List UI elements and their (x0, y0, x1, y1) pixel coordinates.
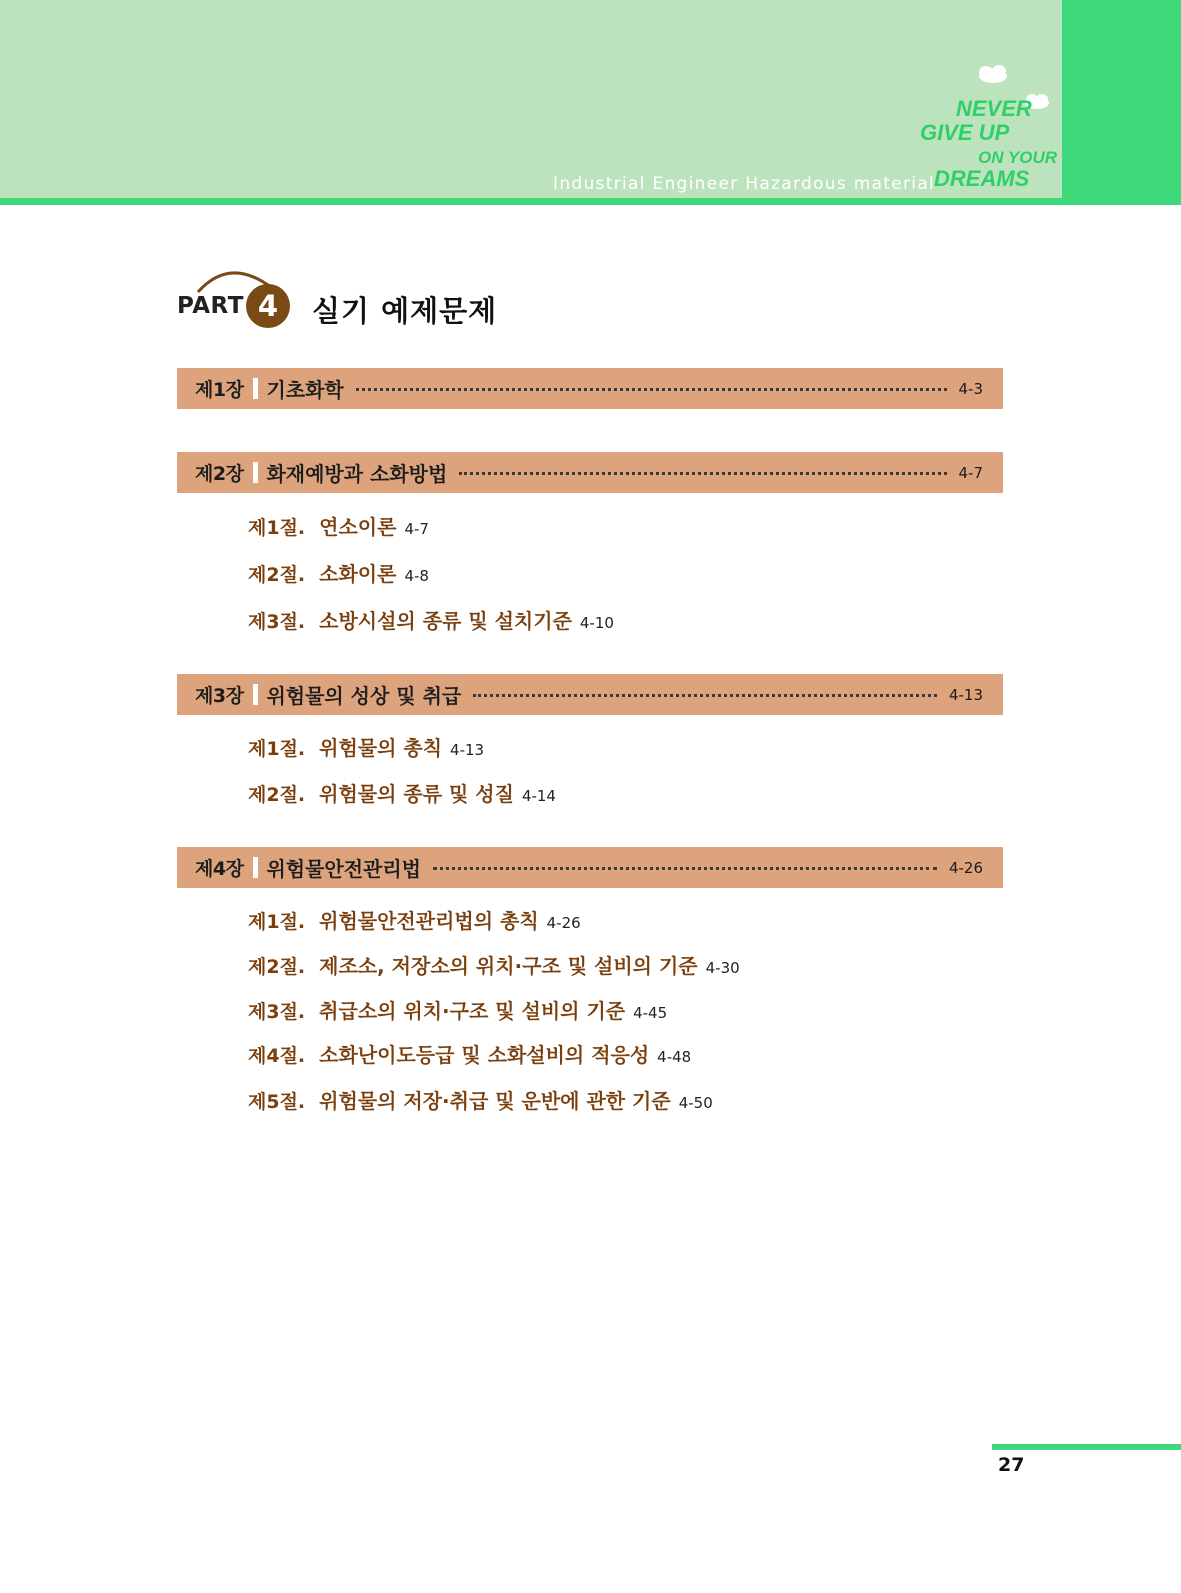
toc-section[interactable] (248, 995, 667, 1027)
section-page: 4-8 (404, 567, 429, 585)
chapter-page: 4-7 (958, 463, 983, 482)
toc-section[interactable] (248, 605, 614, 637)
toc-chapter[interactable] (177, 847, 1003, 888)
toc-section[interactable] (248, 732, 484, 764)
section-number: 제3절. (248, 611, 306, 633)
toc-chapter[interactable] (177, 452, 1003, 493)
dot-leader (356, 388, 947, 391)
part-title: 실기 예제문제 (312, 294, 498, 328)
section-page: 4-30 (705, 959, 740, 977)
part-label: PART (177, 293, 244, 319)
section-title: 위험물의 총칙 (319, 736, 443, 760)
section-title: 제조소, 저장소의 위치·구조 및 설비의 기준 (319, 954, 698, 978)
section-page: 4-14 (521, 787, 556, 805)
chapter-separator (253, 462, 258, 483)
section-title: 소방시설의 종류 및 설치기준 (319, 609, 572, 633)
section-number: 제1절. (248, 738, 306, 760)
section-page: 4-48 (657, 1048, 692, 1066)
chapter-title: 위험물안전관리법 (266, 857, 421, 881)
section-title: 위험물안전관리법의 총칙 (319, 909, 539, 933)
section-number: 제4절. (248, 1045, 306, 1067)
section-number: 제3절. (248, 1001, 306, 1023)
section-number: 제1절. (248, 517, 306, 539)
section-number: 제2절. (248, 784, 306, 806)
chapter-number: 제2장 (195, 463, 244, 485)
slogan-word: ON YOUR (978, 148, 1058, 167)
section-page: 4-50 (678, 1094, 713, 1112)
cloud-icon (979, 65, 1007, 83)
header-subtitle: Industrial Engineer Hazardous material (553, 174, 936, 194)
chapter-separator (253, 378, 258, 399)
slogan-word: NEVER (956, 96, 1032, 121)
section-number: 제2절. (248, 564, 306, 586)
toc-section[interactable] (248, 511, 429, 543)
chapter-separator (253, 684, 258, 705)
section-title: 위험물의 종류 및 성질 (319, 782, 514, 806)
part-number-badge: 4 (246, 284, 290, 328)
header-accent-block (1062, 0, 1181, 205)
chapter-number: 제4장 (195, 858, 244, 880)
section-page: 4-26 (546, 914, 581, 932)
section-title: 소화이론 (319, 562, 397, 586)
chapter-title: 화재예방과 소화방법 (266, 462, 448, 486)
footer-divider (992, 1444, 1181, 1450)
toc-chapter[interactable] (177, 368, 1003, 409)
section-title: 연소이론 (319, 515, 397, 539)
section-title: 위험물의 저장·취급 및 운반에 관한 기준 (319, 1089, 671, 1113)
toc-section[interactable] (248, 778, 556, 810)
toc-chapter[interactable] (177, 674, 1003, 715)
section-title: 소화난이도등급 및 소화설비의 적응성 (319, 1043, 650, 1067)
toc-section[interactable] (248, 558, 429, 590)
header-band (0, 0, 1062, 198)
section-page: 4-10 (579, 614, 614, 632)
chapter-number: 제1장 (195, 379, 244, 401)
part-heading (176, 266, 576, 336)
chapter-page: 4-26 (948, 858, 983, 877)
chapter-page: 4-3 (958, 379, 983, 398)
toc-section[interactable] (248, 950, 740, 982)
slogan-word: GIVE UP (920, 120, 1010, 145)
toc-section[interactable] (248, 1039, 691, 1071)
section-title: 취급소의 위치·구조 및 설비의 기준 (319, 999, 626, 1023)
chapter-title: 기초화학 (266, 378, 344, 402)
dot-leader (459, 472, 946, 475)
slogan-graphic (920, 62, 1070, 197)
chapter-page: 4-13 (948, 685, 983, 704)
dot-leader (473, 694, 937, 697)
section-number: 제5절. (248, 1091, 306, 1113)
chapter-number: 제3장 (195, 685, 244, 707)
slogan-word: DREAMS (934, 166, 1030, 191)
header-divider (0, 198, 1062, 205)
section-number: 제2절. (248, 956, 306, 978)
toc-section[interactable] (248, 905, 581, 937)
section-page: 4-13 (450, 741, 485, 759)
section-number: 제1절. (248, 911, 306, 933)
page-number: 27 (998, 1454, 1025, 1476)
toc-section[interactable] (248, 1085, 713, 1117)
chapter-separator (253, 857, 258, 878)
slogan-logo (920, 62, 1070, 197)
section-page: 4-7 (404, 520, 429, 538)
section-page: 4-45 (633, 1004, 668, 1022)
chapter-title: 위험물의 성상 및 취급 (266, 684, 462, 708)
dot-leader (433, 867, 937, 870)
